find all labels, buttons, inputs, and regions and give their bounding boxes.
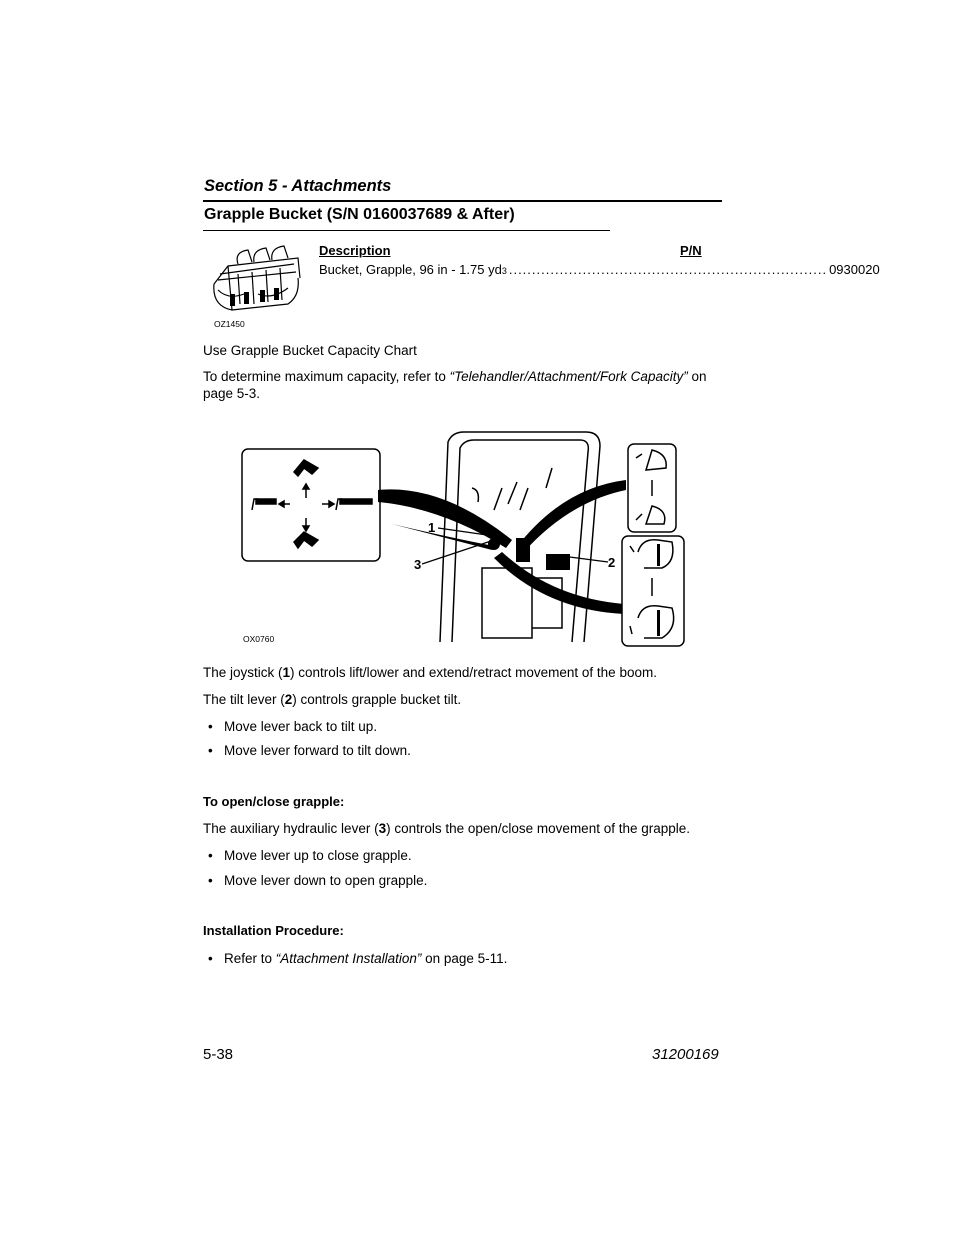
aux-paragraph bbox=[203, 820, 723, 837]
list-item bbox=[208, 847, 412, 864]
bullet-marker: • bbox=[208, 848, 213, 863]
column-header-description: Description bbox=[319, 243, 391, 258]
text-run: ) controls the open/close movement of the grapple. bbox=[386, 821, 691, 836]
heading-rule bbox=[203, 230, 610, 231]
document-number: 31200169 bbox=[652, 1046, 719, 1063]
figure-code: OX0760 bbox=[243, 634, 275, 644]
bullet-marker: • bbox=[208, 719, 213, 734]
callout-number: 2 bbox=[284, 692, 293, 707]
cab-controls-illustration bbox=[232, 428, 692, 650]
list-item-text: Move lever up to close grapple. bbox=[224, 848, 412, 863]
bullet-marker: • bbox=[208, 951, 213, 966]
part-row bbox=[319, 262, 880, 277]
unit-superscript: 3 bbox=[501, 266, 507, 276]
list-item bbox=[208, 872, 427, 889]
text-run: ) controls grapple bucket tilt. bbox=[292, 692, 462, 707]
text-run: To determine maximum capacity, refer to bbox=[203, 369, 450, 384]
page-number: 5-38 bbox=[203, 1046, 234, 1063]
bullet-marker: • bbox=[208, 873, 213, 888]
installation-subheading: Installation Procedure: bbox=[203, 923, 344, 938]
callout-number: 1 bbox=[282, 665, 291, 680]
capacity-reference-link[interactable]: “Telehandler/Attachment/Fork Capacity” bbox=[449, 369, 688, 384]
grapple-bucket-illustration bbox=[208, 244, 304, 316]
list-item-text: Move lever down to open grapple. bbox=[224, 873, 428, 888]
column-header-pn: P/N bbox=[680, 243, 702, 258]
part-number: 0930020 bbox=[829, 262, 880, 277]
figure-code: OZ1450 bbox=[214, 319, 245, 329]
list-item-text: Move lever forward to tilt down. bbox=[224, 743, 411, 758]
text-run: on page 5-3. bbox=[203, 369, 707, 401]
bullet-marker: • bbox=[208, 743, 213, 758]
page-heading: Grapple Bucket (S/N 0160037689 & After) bbox=[204, 206, 515, 223]
list-item bbox=[208, 950, 507, 967]
capacity-chart-note: Use Grapple Bucket Capacity Chart bbox=[203, 343, 417, 358]
grapple-subheading: To open/close grapple: bbox=[203, 794, 345, 809]
tilt-paragraph bbox=[203, 691, 723, 708]
installation-reference-link[interactable]: “Attachment Installation” bbox=[275, 951, 422, 966]
text-run: ) controls lift/lower and extend/retract movement of the boom. bbox=[290, 665, 657, 680]
text-run: The auxiliary hydraulic lever ( bbox=[203, 821, 379, 836]
part-description: Bucket, Grapple, 96 in - 1.75 yd bbox=[319, 262, 502, 277]
callout-number: 3 bbox=[378, 821, 387, 836]
list-item bbox=[208, 718, 377, 735]
header-rule bbox=[203, 200, 722, 202]
text-run: Refer to bbox=[224, 951, 276, 966]
callout-2: 2 bbox=[608, 555, 616, 570]
section-title: Section 5 - Attachments bbox=[204, 177, 392, 195]
capacity-paragraph bbox=[203, 368, 723, 402]
text-run: on page 5-11. bbox=[421, 951, 508, 966]
callout-3: 3 bbox=[414, 557, 422, 572]
dot-leader: ..................................................................... bbox=[508, 262, 828, 277]
text-run: The tilt lever ( bbox=[203, 692, 285, 707]
list-item-text: Move lever back to tilt up. bbox=[224, 719, 378, 734]
text-run: The joystick ( bbox=[203, 665, 283, 680]
joystick-paragraph bbox=[203, 664, 723, 681]
callout-1: 1 bbox=[428, 520, 436, 535]
list-item bbox=[208, 742, 411, 759]
